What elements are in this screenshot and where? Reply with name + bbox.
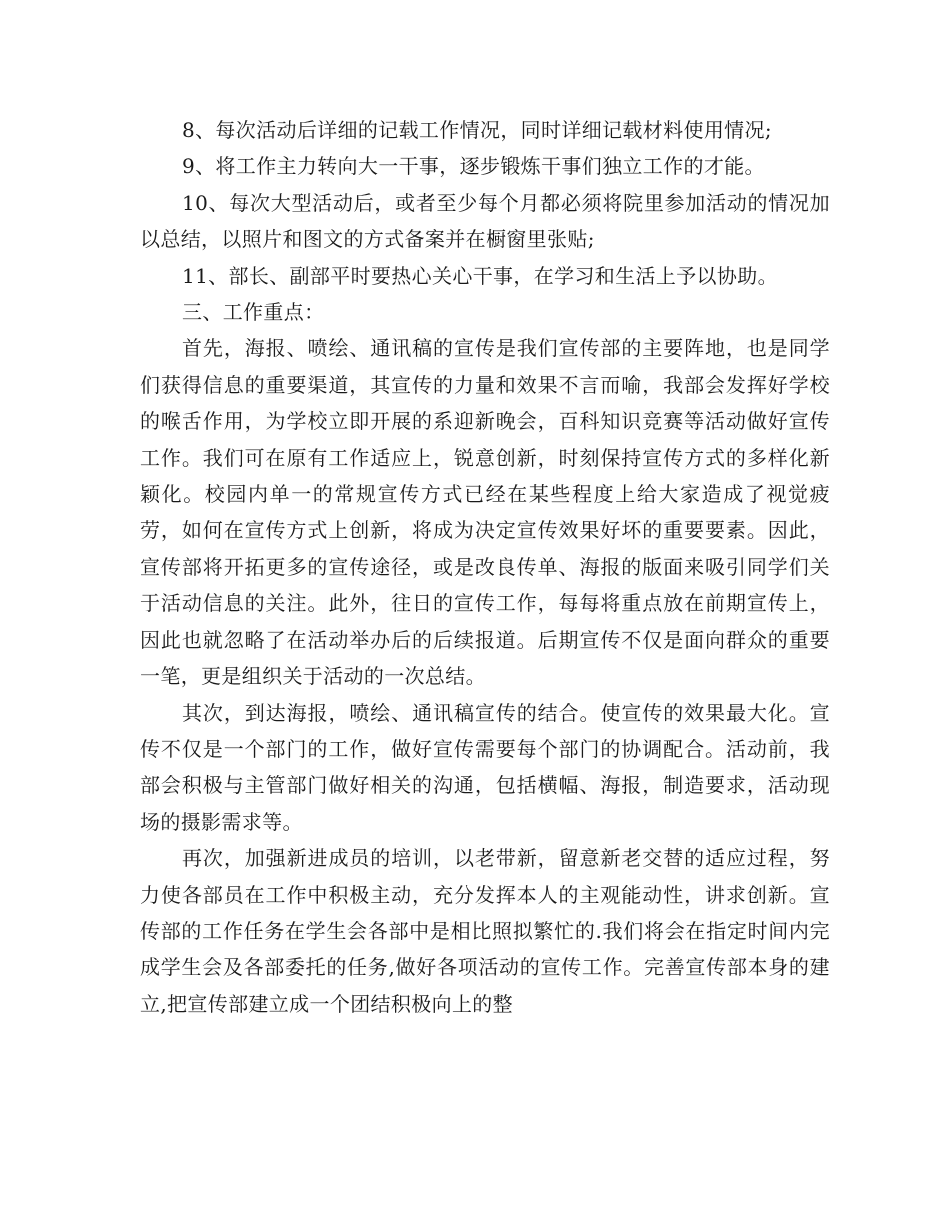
section-heading: 三、工作重点： — [182, 300, 325, 325]
paragraph-item-11: 11、部长、副部平时要热心关心干事，在学习和生活上予以协助。 — [182, 263, 778, 288]
paragraph-item-10: 10、每次大型活动后，或者至少每个月都必须将院里参加活动的情况加以总结，以照片和图文的方式备案并在橱窗里张贴; — [140, 190, 830, 252]
document-body — [140, 112, 830, 1022]
paragraph-item-8: 8、每次活动后详细的记载工作情况，同时详细记载材料使用情况; — [182, 118, 772, 142]
paragraph-first: 首先，海报、喷绘、通讯稿的宣传是我们宣传部的主要阵地，也是同学们获得信息的重要渠道，其宣传的力量和效果不言而喻，我部会发挥好学校的喉舌作用，为学校立即开展的系迎新晚会，百科知识竞赛等活动做好宣传工作。我们可在原有工作适应上，锐意创新，时刻保持宣传方式的多样化新颖化。校园内单一的常规宣传方式已经在某些程度上给大家造成了视觉疲劳，如何在宣传方式上创新，将成为决定宣传效果好坏的重要要素。因此，宣传部将开拓更多的宣传途径，或是改良传单、海报的版面来吸引同学们关于活动信息的关注。此外，往日的宣传工作，每每将重点放在前期宣传上，因此也就忽略了在活动举办后的后续报道。后期宣传不仅是面向群众的重要一笔，更是组织关于活动的一次总结。 — [140, 336, 830, 689]
paragraph-item-9: 9、将工作主力转向大一干事，逐步锻炼干事们独立工作的才能。 — [182, 154, 765, 179]
paragraph-third: 再次，加强新进成员的培训，以老带新，留意新老交替的适应过程，努力使各部员在工作中积极主动，充分发挥本人的主观能动性，讲求创新。宣传部的工作任务在学生会各部中是相比照拟繁忙的.我们将会在指定时间内完成学生会及各部委托的任务,做好各项活动的宣传工作。完善宣传部本身的建立,把宣传部建立成一个团结积极向上的整 — [140, 846, 830, 1016]
paragraph-second: 其次，到达海报，喷绘、通讯稿宣传的结合。使宣传的效果最大化。宣传不仅是一个部门的工作，做好宣传需要每个部门的协调配合。活动前，我部会积极与主管部门做好相关的沟通，包括横幅、海报，制造要求，活动现场的摄影需求等。 — [140, 700, 830, 834]
